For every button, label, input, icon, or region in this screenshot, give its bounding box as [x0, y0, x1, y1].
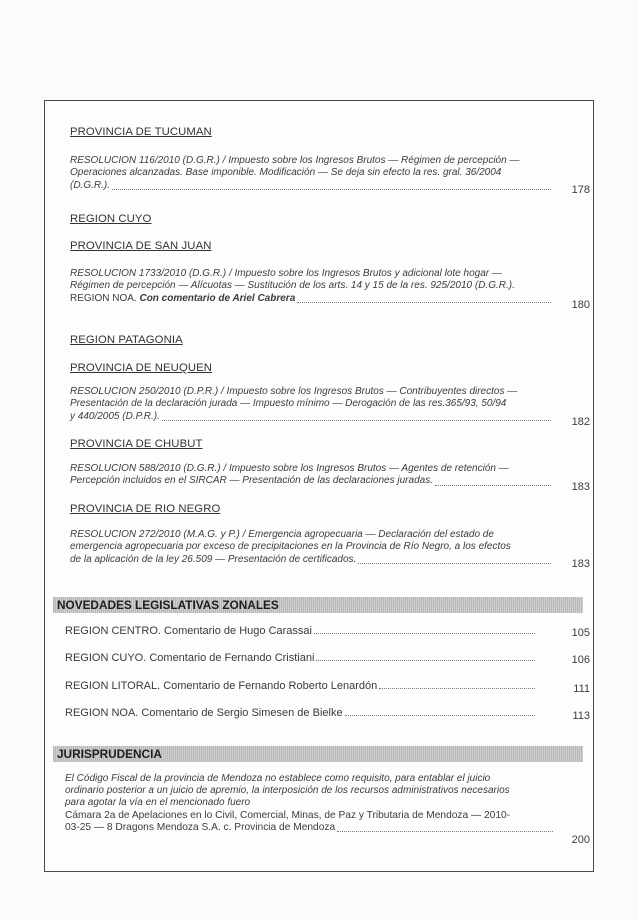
dot-leader — [379, 677, 535, 689]
page-number: 113 — [572, 710, 590, 722]
toc-line — [65, 707, 537, 719]
entry-line: RESOLUCION 272/2010 (M.A.G. y P.) / Emergencia agropecuaria — Declaración del estado de — [70, 529, 494, 540]
dot-leader — [297, 291, 551, 303]
tucuman-heading: PROVINCIA DE TUCUMAN — [70, 126, 212, 138]
toc-line — [65, 680, 537, 692]
jurisprudencia-entry — [65, 773, 555, 834]
commentary-author: Con comentario de Ariel Cabrera — [139, 292, 296, 304]
novedades-section-bar — [53, 597, 583, 613]
dot-leader — [314, 622, 535, 634]
page-number: 182 — [571, 416, 590, 428]
patagonia-heading: REGION PATAGONIA — [70, 334, 183, 346]
chubut-entry — [70, 463, 553, 488]
page-number: 180 — [571, 299, 590, 311]
chubut-heading: PROVINCIA DE CHUBUT — [70, 438, 203, 450]
dot-leader — [162, 409, 551, 421]
neuquen-entry — [70, 386, 553, 423]
page-number: 183 — [571, 481, 590, 493]
entry-line: RESOLUCION 588/2010 (D.G.R.) / Impuesto sobre los Ingresos Brutos — Agentes de retención — — [70, 463, 509, 474]
entry-line: para agotar la vía en el mencionado fuero — [65, 797, 251, 809]
entry-line: Operaciones alcanzadas. Base imponible. Modificación — Se deja sin efecto la res. gral. 36/2004 — [70, 167, 502, 179]
rio-negro-entry — [70, 529, 553, 566]
page-number: 105 — [571, 627, 590, 639]
toc-label: REGION CUYO. Comentario de Fernando Cristiani — [65, 652, 315, 664]
page-number: 111 — [573, 683, 590, 695]
entry-line: RESOLUCION 1733/2010 (D.G.R.) / Impuesto sobre los Ingresos Brutos y adicional lote hogar — — [70, 268, 502, 279]
jurisprudencia-section-bar — [53, 746, 583, 762]
entry-line: de la aplicación de la ley 26.509 — Presentación de certificados. — [70, 553, 357, 565]
toc-line — [65, 652, 537, 664]
entry-line: RESOLUCION 250/2010 (D.P.R.) / Impuesto sobre los Ingresos Brutos — Contribuyentes directos — — [70, 386, 518, 397]
san-juan-entry — [70, 268, 553, 305]
dot-leader — [358, 552, 551, 564]
toc-line — [65, 625, 537, 637]
cuyo-heading: REGION CUYO — [70, 213, 152, 225]
entry-line: ordinario posterior a un juicio de apremio, la interposición de los recursos administrativos necesarios — [65, 785, 510, 797]
index-frame — [44, 100, 594, 872]
page-number: 183 — [571, 558, 590, 570]
toc-label: REGION LITORAL. Comentario de Fernando Roberto Lenardón — [65, 680, 378, 692]
dot-leader — [316, 649, 535, 661]
entry-line: Cámara 2a de Apelaciones en lo Civil, Comercial, Minas, de Paz y Tributaria de Mendoza — 2010- — [65, 809, 511, 821]
entry-line: (D.G.R.). — [70, 179, 110, 191]
dot-leader — [337, 820, 553, 832]
entry-line: RESOLUCION 116/2010 (D.G.R.) / Impuesto sobre los Ingresos Brutos — Régimen de percepción — — [70, 155, 520, 166]
toc-label: REGION CENTRO. Comentario de Hugo Carassai — [65, 625, 312, 637]
entry-line: 03-25 — 8 Dragons Mendoza S.A. c. Provincia de Mendoza — [65, 821, 336, 833]
novedades-title: NOVEDADES LEGISLATIVAS ZONALES — [57, 598, 279, 612]
entry-line: Percepción incluidos en el SIRCAR — Presentación de las declaraciones juradas. — [70, 475, 433, 487]
entry-line: REGION NOA. — [70, 292, 137, 304]
page-number: 200 — [571, 834, 590, 846]
san-juan-heading: PROVINCIA DE SAN JUAN — [70, 240, 212, 252]
jurisprudencia-title: JURISPRUDENCIA — [57, 747, 162, 761]
entry-line: emergencia agropecuaria por exceso de precipitaciones en la Provincia de Río Negro, a los efectos — [70, 541, 511, 553]
entry-line: y 440/2005 (D.P.R.). — [70, 410, 160, 422]
entry-line: Régimen de percepción — Alícuotas — Sustitución de los arts. 14 y 15 de la res. 925/2010 (D.G.R.). — [70, 280, 515, 292]
entry-line: El Código Fiscal de la provincia de Mendoza no establece como requisito, para entablar el juicio — [65, 773, 491, 784]
neuquen-heading: PROVINCIA DE NEUQUEN — [70, 362, 212, 374]
dot-leader — [345, 704, 535, 716]
rio-negro-heading: PROVINCIA DE RIO NEGRO — [70, 503, 221, 515]
dot-leader — [435, 474, 551, 486]
page-number: 178 — [571, 184, 590, 196]
tucuman-entry — [70, 155, 553, 192]
entry-line: Presentación de la declaración jurada — Impuesto mínimo — Derogación de las res.365/93, 50/94 — [70, 398, 507, 410]
dot-leader — [112, 178, 551, 190]
toc-label: REGION NOA. Comentario de Sergio Simesen de Bielke — [65, 707, 343, 719]
page-number: 106 — [571, 654, 590, 666]
